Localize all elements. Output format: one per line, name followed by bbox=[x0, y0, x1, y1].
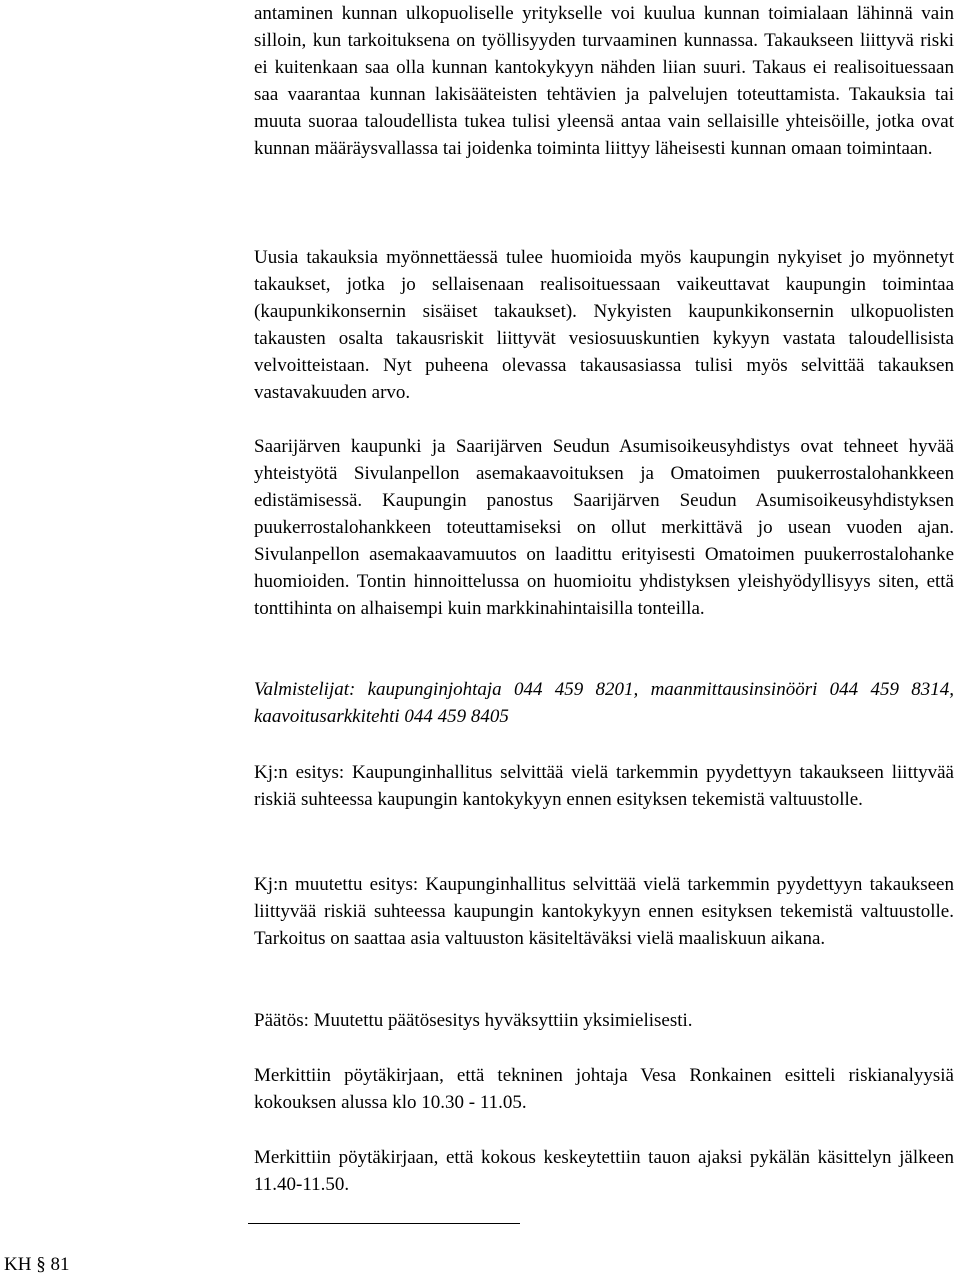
paragraph-guarantee-scope: antaminen kunnan ulkopuoliselle yritykselle voi kuulua kunnan toimialaan lähinnä vain silloin, kun tarkoituksena on työllisyyden turvaaminen kunnassa. Takaukseen liittyvä riski ei kuitenkaan saa olla kunnan kantokykyyn nähden liian suuri. Takaus ei realisoituessaan saa vaarantaa kunnan lakisääteisten tehtävien ja palvelujen toteuttamista. Takauksia tai muuta suoraa taloudellista tukea tulisi yleensä antaa vain sellaisille yhteisöille, jotka ovat kunnan määräysvallassa tai joidenka toiminta liittyy läheisesti kunnan omaan toimintaan. bbox=[254, 3, 954, 159]
paragraph-decision: Päätös: Muutettu päätösesitys hyväksyttiin yksimielisesti. bbox=[254, 1010, 693, 1031]
paragraph-amended-proposal: Kj:n muutettu esitys: Kaupunginhallitus selvittää vielä tarkemmin pyydettyyn takaukseen liittyvää riskiä suhteessa kaupungin kantokykyyn ennen esityksen tekemistä valtuustolle. Tarkoitus on saattaa asia valtuuston käsiteltäväksi vielä maaliskuun aikana. bbox=[254, 874, 954, 949]
paragraph-proposal: Kj:n esitys: Kaupunginhallitus selvittää vielä tarkemmin pyydettyyn takaukseen liittyvää riskiä suhteessa kaupungin kantokykyyn ennen esityksen tekemistä valtuustolle. bbox=[254, 762, 954, 810]
page-marker: KH § 81 bbox=[4, 1254, 70, 1275]
section-end-rule bbox=[248, 1223, 520, 1224]
paragraph-minutes-note-2: Merkittiin pöytäkirjaan, että kokous keskeytettiin tauon ajaksi pykälän käsittelyn jälkeen 11.40-11.50. bbox=[254, 1147, 954, 1195]
paragraph-minutes-note-1: Merkittiin pöytäkirjaan, että tekninen johtaja Vesa Ronkainen esitteli riskianalyysiä kokouksen alussa klo 10.30 - 11.05. bbox=[254, 1065, 954, 1113]
paragraph-preparers: Valmistelijat: kaupunginjohtaja 044 459 8201, maanmittausinsinööri 044 459 8314, kaavoitusarkkitehti 044 459 8405 bbox=[254, 679, 954, 727]
paragraph-new-guarantees: Uusia takauksia myönnettäessä tulee huomioida myös kaupungin nykyiset jo myönnetyt takaukset, jotka jo sellaisenaan realisoituessaan vaikeuttavat kaupungin toimintaa (kaupunkikonsernin sisäiset takaukset). Nykyisten kaupunkikonsernin ulkopuolisten takausten osalta takausriskit liittyvät vesiosuuskuntien kykyyn vastata taloudellisista velvoitteistaan. Nyt puheena olevassa takausasiassa tulisi myös selvittää takauksen vastavakuuden arvo. bbox=[254, 247, 954, 403]
paragraph-cooperation: Saarijärven kaupunki ja Saarijärven Seudun Asumisoikeusyhdistys ovat tehneet hyvää yhteistyötä Sivulanpellon asemakaavoituksen ja Omatoimen puukerrostalohankkeen edistämisessä. Kaupungin panostus Saarijärven Seudun Asumisoikeusyhdistyksen puukerrostalohankkeen toteuttamiseksi on ollut merkittävä jo usean vuoden ajan. Sivulanpellon asemakaavamuutos on laadittu erityisesti Omatoimen puukerrostalohanke huomioiden. Tontin hinnoittelussa on huomioitu yhdistyksen yleishyödyllisyys siten, että tonttihinta on alhaisempi kuin markkinahintaisilla tonteilla. bbox=[254, 436, 954, 619]
